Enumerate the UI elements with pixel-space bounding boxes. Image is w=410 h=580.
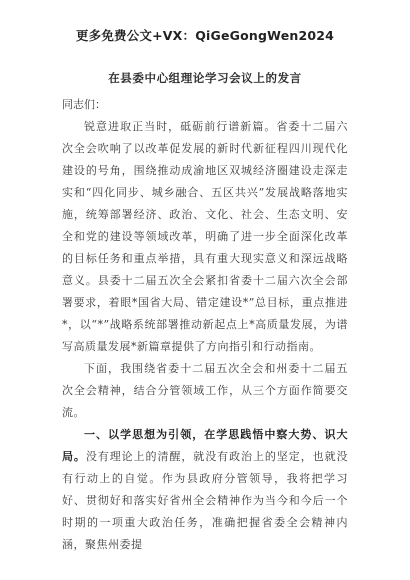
salutation: 同志们： xyxy=(62,98,106,111)
section-one-heading: 一、以学思想为引领，在学思践悟中察大势、识大局。 xyxy=(62,428,348,463)
section-one-text: 没有理论上的清醒，就没有政治上的坚定，也就没有行动上的自觉。作为县政府分管领导，我将把学习好、贯彻好和落实好省州全会精神作为当今和今后一个时期的一项重大政治任务，准确把握省委全会精神内涵，聚焦州委提 xyxy=(62,450,349,551)
paragraph-outline: 下面，我围绕省委十二届五次全会和州委十二届五次全会精神，结合分管领域工作，从三个方面作简要交流。 xyxy=(62,362,348,419)
section-one-paragraph xyxy=(62,424,348,556)
paragraph-intro: 锐意进取正当时，砥砺前行谱新篇。省委十二届六次全会吹响了以改革促发展的新时代新征程四川现代化建设的号角，围绕推动成渝地区双城经济圈建设走深走实和“四化同步、城乡融合、五区共兴”发展战略落地实施，统筹部署经济、政治、文化、社会、生态文明、安全和党的建设等领域改革，明确了进一步全面深化改革的目标任务和重点举措，具有重大现实意义和深远战略意义。县委十二届五次全会紧扣省委十二届六次全会部署要求，着眼*国省大局、错定建设*”总目标，重点推进*，以“*”战略系统部署推动新起点上*高质量发展，为谱写高质量发展*新篇章提供了方向指引和行动指南。 xyxy=(62,120,348,353)
document-body xyxy=(62,94,348,556)
document-title: 在县委中心组理论学习会议上的发言 xyxy=(108,71,302,85)
promo-header: 更多免费公文+VX：QiGeGongWen2024 xyxy=(75,28,335,43)
